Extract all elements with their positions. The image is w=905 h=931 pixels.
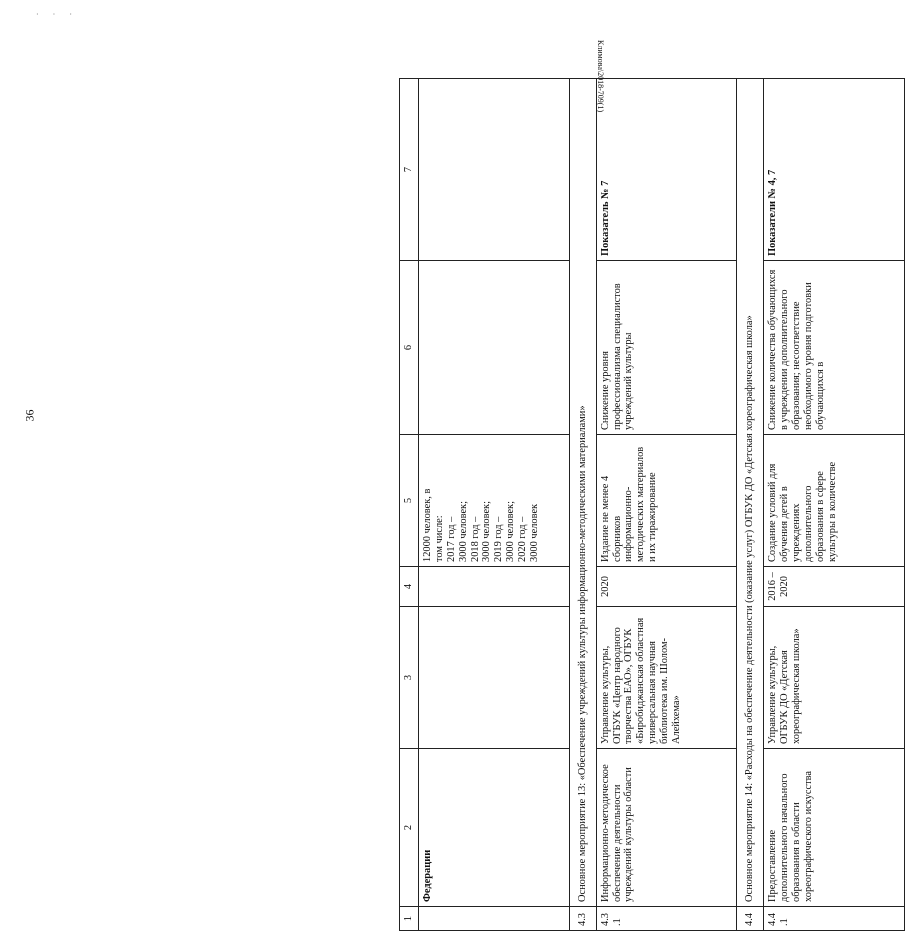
row-4-4-1-years: 2016 – 2020 — [764, 567, 905, 607]
row-4-3-1 — [596, 79, 737, 931]
header-cell-4: 4 — [400, 567, 419, 607]
federation-line: 3000 человек; — [481, 501, 493, 562]
header-cell-5: 5 — [400, 435, 419, 567]
federation-row — [419, 79, 570, 931]
program-measures-table — [399, 78, 905, 931]
section-row-4-4 — [737, 79, 764, 931]
federation-col6 — [419, 261, 570, 435]
header-cell-7: 7 — [400, 79, 419, 261]
federation-line: 2019 год – — [493, 516, 505, 562]
federation-line: 12000 человек, в — [422, 488, 434, 562]
federation-num-cell — [419, 907, 570, 931]
section-4-3-num: 4.3 — [569, 907, 596, 931]
rotated-table-container — [399, 79, 905, 931]
federation-line: 2017 год – — [445, 516, 457, 562]
header-cell-1: 1 — [400, 907, 419, 931]
section-4-4-title: Основное мероприятие 14: «Расходы на обеспечение деятельности (оказание услуг) ОГБУК ДО «Детская хореографическая школа» — [737, 79, 764, 907]
header-cell-2: 2 — [400, 749, 419, 907]
section-4-3-title: Основное мероприятие 13: «Обеспечение учреждений культуры информационно-методическими материалами» — [569, 79, 596, 907]
row-4-4-1-indicator: Показатели № 4, 7 — [764, 79, 905, 261]
row-4-4-1 — [764, 79, 905, 931]
federation-line: 2020 год – — [516, 516, 528, 562]
row-4-3-1-name: Информационно-методическое обеспечение деятельности учреждений культуры области — [596, 749, 737, 907]
federation-line: том числе: — [433, 515, 445, 562]
scan-specks: · · · — [36, 10, 78, 19]
row-4-3-1-executor: Управление культуры, ОГБУК «Центр народного творчества ЕАО», ОГБУК «Биробиджанская областная универсальная научная библиотека им. Шолом-Алейхема» — [596, 607, 737, 749]
row-4-3-1-years: 2020 — [596, 567, 737, 607]
row-4-3-1-num: 4.3.1 — [596, 907, 737, 931]
section-row-4-3 — [569, 79, 596, 931]
federation-line: 3000 человек; — [505, 501, 517, 562]
section-4-4-num: 4.4 — [737, 907, 764, 931]
row-4-3-1-result: Издание не менее 4 сборников информационно-методических материалов и их тиражирование — [596, 435, 737, 567]
row-4-3-1-consequence: Снижение уровня профессионализма специалистов учреждений культуры — [596, 261, 737, 435]
row-4-4-1-consequence: Снижение количества обучающихся в учреждении дополнительного образования; несоответствие необходимого уровня подготовки обучающихся в — [764, 261, 905, 435]
federation-col3 — [419, 607, 570, 749]
federation-col5 — [419, 435, 570, 567]
header-cell-6: 6 — [400, 261, 419, 435]
federation-col4 — [419, 567, 570, 607]
header-cell-3: 3 — [400, 607, 419, 749]
row-4-4-1-result: Создание условий для обучения детей в учреждениях дополнительного образования в сфере культуры в количестве — [764, 435, 905, 567]
document-code: Климова\2018-709(1) — [596, 40, 605, 113]
page-number: 36 — [22, 409, 37, 422]
federation-line: 2018 год – — [469, 516, 481, 562]
row-4-4-1-name: Предоставление дополнительного начального образования в области хореографического искусства — [764, 749, 905, 907]
row-4-4-1-num: 4.4.1 — [764, 907, 905, 931]
federation-col7 — [419, 79, 570, 261]
row-4-3-1-indicator: Показатель № 7 — [596, 79, 737, 261]
federation-line: 3000 человек; — [457, 501, 469, 562]
federation-text: Федерации — [419, 749, 570, 907]
federation-line: 3000 человек — [528, 503, 540, 562]
header-row — [400, 79, 419, 931]
row-4-4-1-executor: Управление культуры, ОГБУК ДО «Детская хореографическая школа» — [764, 607, 905, 749]
